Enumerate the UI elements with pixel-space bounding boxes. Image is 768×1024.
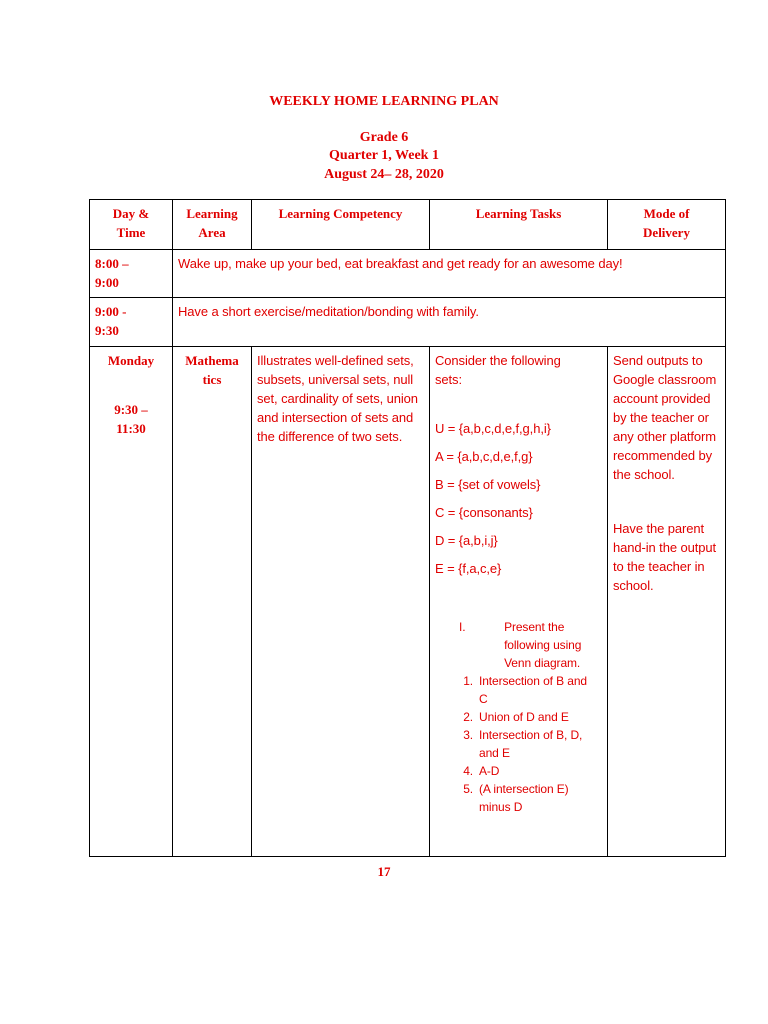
- set-definition: B = {set of vowels}: [435, 477, 541, 492]
- time-start: 9:30 –: [114, 402, 148, 417]
- header-learning-tasks: Learning Tasks: [430, 200, 608, 250]
- date-range: August 24– 28, 2020: [324, 167, 444, 182]
- set-definition: D = {a,b,i,j}: [435, 533, 498, 548]
- step-text: Intersection of B and C: [479, 674, 587, 706]
- step-text: (A intersection E) minus D: [479, 782, 569, 814]
- grade-label: Grade 6: [359, 130, 409, 145]
- day-label: Monday: [107, 353, 155, 368]
- step-text: A-D: [479, 764, 500, 778]
- instruction-text: Present the following using Venn diagram.: [504, 620, 582, 670]
- tasks-cell: [430, 347, 608, 857]
- table-row: [90, 298, 726, 347]
- tasks-intro-line1: Consider the following: [435, 353, 561, 368]
- delivery-instruction: Send outputs to Google classroom account provided by the teacher or any other platform recommended by the school.: [613, 353, 717, 482]
- time-end: 11:30: [116, 421, 146, 436]
- time-end: 9:30: [95, 323, 119, 338]
- activity-cell: Have a short exercise/meditation/bonding with family.: [173, 298, 726, 347]
- time-start: 8:00 –: [95, 256, 129, 271]
- monday-row: [90, 347, 726, 857]
- competency-cell: Illustrates well-defined sets, subsets, universal sets, null set, cardinality of sets, union and intersection of sets and the difference of two sets.: [252, 347, 430, 857]
- step-number: 5.: [463, 782, 473, 796]
- header-learning-area: [173, 200, 252, 250]
- tasks-intro-line2: sets:: [435, 372, 462, 387]
- header-learning-area-line2: Area: [198, 225, 226, 240]
- list-item: [435, 726, 602, 762]
- step-number: 3.: [463, 728, 473, 742]
- header-day-time: [90, 200, 173, 250]
- set-definition: U = {a,b,c,d,e,f,g,h,i}: [435, 421, 551, 436]
- set-definition: E = {f,a,c,e}: [435, 561, 502, 576]
- activity-cell: Wake up, make up your bed, eat breakfast and get ready for an awesome day!: [173, 250, 726, 298]
- step-text: Union of D and E: [479, 710, 569, 724]
- table-header-row: [90, 200, 726, 250]
- step-number: 4.: [463, 764, 473, 778]
- list-item: [435, 672, 602, 708]
- page-number: 17: [377, 864, 391, 879]
- time-start: 9:00 -: [95, 304, 127, 319]
- set-definition: C = {consonants}: [435, 505, 533, 520]
- delivery-instruction: Have the parent hand-in the output to the teacher in school.: [613, 521, 717, 593]
- list-item: [435, 780, 602, 816]
- step-number: 1.: [463, 674, 473, 688]
- learning-plan-table: [89, 199, 726, 857]
- header-day-time-line2: Time: [116, 225, 146, 240]
- quarter-label: Quarter 1, Week 1: [329, 148, 439, 163]
- steps-list: [435, 672, 602, 816]
- learning-area-line2: tics: [202, 372, 222, 387]
- header-learning-area-line1: Learning: [186, 206, 238, 221]
- instruction-number: I.: [459, 620, 466, 634]
- header-delivery-line2: Delivery: [643, 225, 690, 240]
- step-text: Intersection of B, D, and E: [479, 728, 583, 760]
- time-end: 9:00: [95, 275, 119, 290]
- time-cell: [90, 250, 173, 298]
- header-delivery-line1: Mode of: [643, 206, 690, 221]
- time-cell: [90, 298, 173, 347]
- table-row: [90, 250, 726, 298]
- step-number: 2.: [463, 710, 473, 724]
- list-item: [435, 762, 602, 780]
- header-learning-competency: Learning Competency: [252, 200, 430, 250]
- header-day-time-line1: Day &: [112, 206, 150, 221]
- delivery-cell: [608, 347, 726, 857]
- instruction-item: [435, 618, 602, 672]
- monday-cell: [90, 347, 173, 857]
- document-title: WEEKLY HOME LEARNING PLAN: [269, 94, 499, 109]
- header-mode-of-delivery: [608, 200, 726, 250]
- learning-area-cell: [173, 347, 252, 857]
- set-definition: A = {a,b,c,d,e,f,g}: [435, 449, 533, 464]
- learning-area-line1: Mathema: [185, 353, 239, 368]
- list-item: [435, 708, 602, 726]
